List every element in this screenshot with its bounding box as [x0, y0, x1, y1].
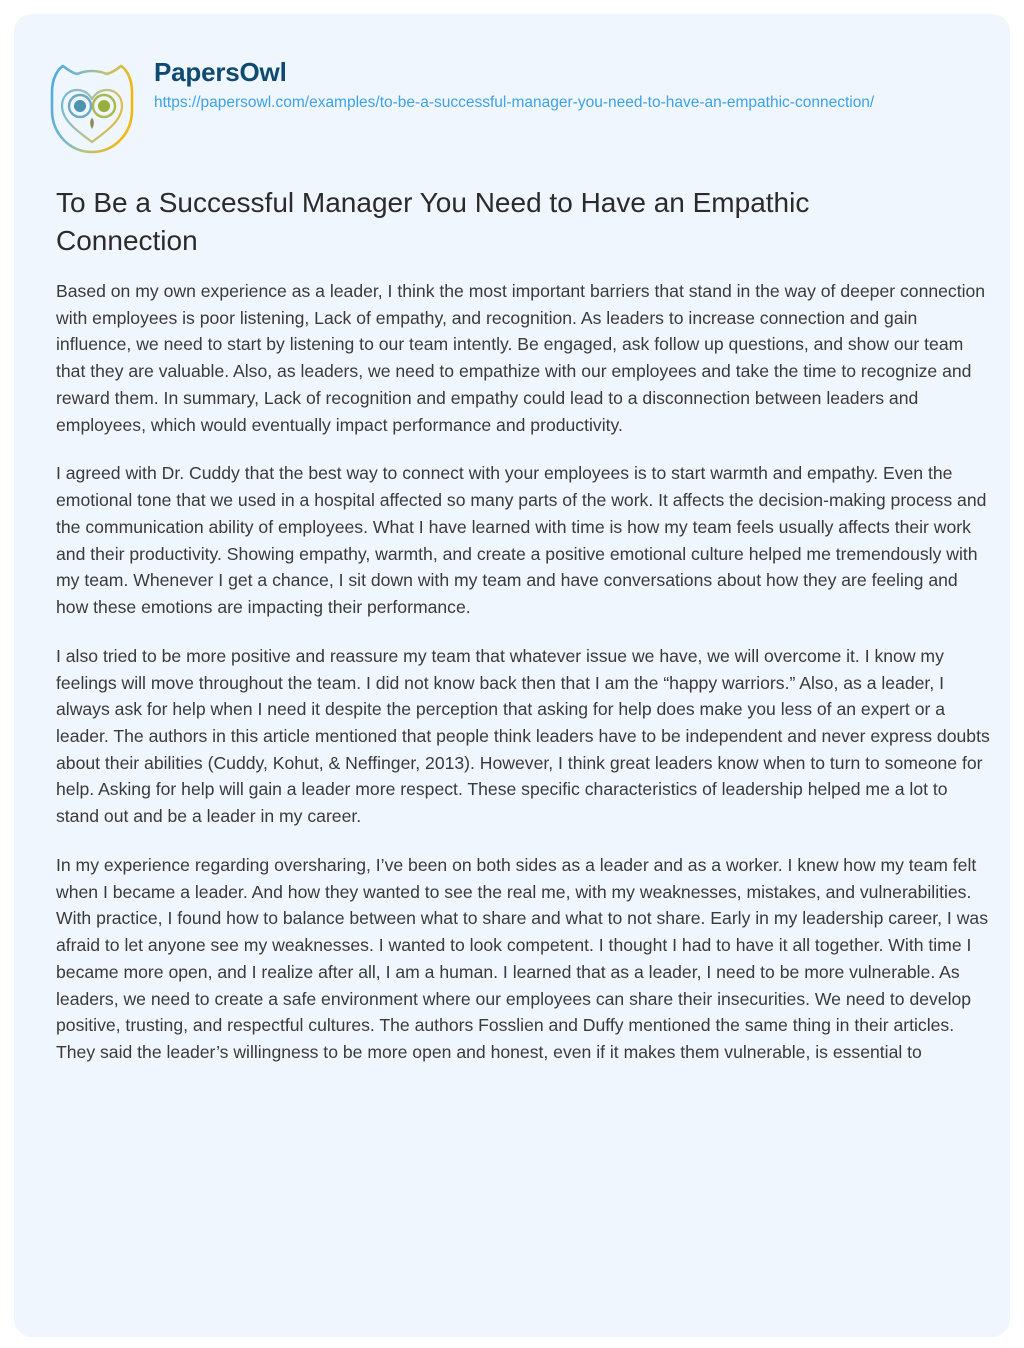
- document-body: [56, 278, 991, 1066]
- body-paragraph: Based on my own experience as a leader, I think the most important barriers that stand in the way of deeper connection with employees is poor listening, Lack of empathy, and recognition. As leaders to increase connection and gain influence, we need to start by listening to our team intently. Be engaged, ask follow up questions, and show our team that they are valuable. Also, as leaders, we need to empathize with our employees and take the time to recognize and reward them. In summary, Lack of recognition and empathy could lead to a disconnection between leaders and employees, which would eventually impact performance and productivity.: [56, 281, 986, 435]
- brand-name: PapersOwl: [154, 57, 287, 87]
- page-title: To Be a Successful Manager You Need to Have an Empathic Connection: [56, 187, 810, 256]
- body-paragraph: I agreed with Dr. Cuddy that the best way to connect with your employees is to start warmth and empathy. Even the emotional tone that we used in a hospital affected so many parts of the work. It affects the decision-making process and the communication ability of employees. What I have learned with time is how my team feels usually affects their work and their productivity. Showing empathy, warmth, and create a positive emotional culture helped me tremendously with my team. Whenever I get a chance, I sit down with my team and have conversations about how they are feeling and how these emotions are impacting their performance.: [56, 463, 987, 618]
- owl-logo-icon: [44, 58, 140, 158]
- brand-text-block: [154, 54, 984, 114]
- page-url-link[interactable]: https://papersowl.com/examples/to-be-a-successful-manager-you-need-to-have-an-empathic-connection/: [154, 93, 875, 111]
- document-page-card: [14, 14, 1010, 1337]
- site-header: [44, 54, 984, 158]
- body-paragraph: I also tried to be more positive and reassure my team that whatever issue we have, we will overcome it. I know my feelings will move throughout the team. I did not know back then that I am the “happy warriors.” Also, as a leader, I always ask for help when I need it despite the perception that asking for help does make you less of an expert or a leader. The authors in this article mentioned that people think leaders have to be independent and never express doubts about their abilities (Cuddy, Kohut, & Neffinger, 2013). However, I think great leaders know when to turn to someone for help. Asking for help will gain a leader more respect. These specific characteristics of leadership helped me a lot to stand out and be a leader in my career.: [56, 645, 990, 827]
- body-paragraph: In my experience regarding oversharing, I’ve been on both sides as a leader and as a worker. I knew how my team felt when I became a leader. And how they wanted to see the real me, with my weaknesses, mistakes, and vulnerabilities. With practice, I found how to balance between what to share and what to not share. Early in my leadership career, I was afraid to let anyone see my weaknesses. I wanted to look competent. I thought I had to have it all together. With time I became more open, and I realize after all, I am a human. I learned that as a leader, I need to be more vulnerable. As leaders, we need to create a safe environment where our employees can share their insecurities. We need to develop positive, trusting, and respectful cultures. The authors Fosslien and Duffy mentioned the same thing in their articles. They said the leader’s willingness to be more open and honest, even if it makes them vulnerable, is essential to: [56, 854, 988, 1063]
